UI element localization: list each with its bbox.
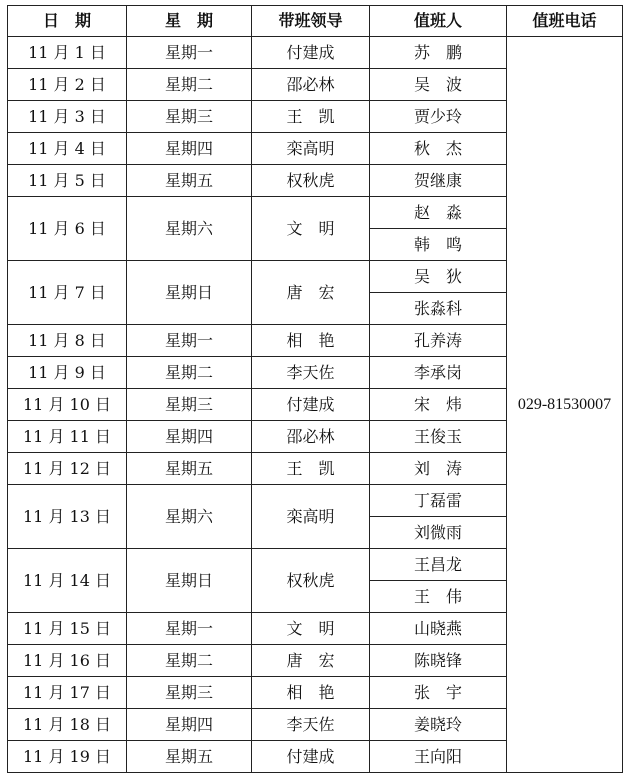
date-cell: 11 月 19 日 xyxy=(8,741,127,773)
staff-cell: 山晓燕 xyxy=(370,613,507,645)
staff-cell: 王向阳 xyxy=(370,741,507,773)
header-date: 日 期 xyxy=(8,6,127,37)
staff-cell: 孔养涛 xyxy=(370,325,507,357)
header-leader: 带班领导 xyxy=(252,6,370,37)
leader-cell: 栾高明 xyxy=(252,133,370,165)
weekday-cell: 星期五 xyxy=(127,165,252,197)
leader-cell: 相 艳 xyxy=(252,677,370,709)
leader-cell: 王 凯 xyxy=(252,453,370,485)
header-phone: 值班电话 xyxy=(507,6,623,37)
phone-cell: 029-81530007 xyxy=(507,37,623,773)
staff-cell: 贾少玲 xyxy=(370,101,507,133)
header-row xyxy=(8,6,623,37)
weekday-cell: 星期五 xyxy=(127,741,252,773)
weekday-cell: 星期六 xyxy=(127,197,252,261)
leader-cell: 文 明 xyxy=(252,197,370,261)
staff-cell: 王 伟 xyxy=(370,581,507,613)
date-cell: 11 月 18 日 xyxy=(8,709,127,741)
weekday-cell: 星期一 xyxy=(127,37,252,69)
weekday-cell: 星期二 xyxy=(127,69,252,101)
leader-cell: 唐 宏 xyxy=(252,645,370,677)
date-cell: 11 月 1 日 xyxy=(8,37,127,69)
staff-cell: 苏 鹏 xyxy=(370,37,507,69)
date-cell: 11 月 3 日 xyxy=(8,101,127,133)
weekday-cell: 星期四 xyxy=(127,709,252,741)
date-cell: 11 月 12 日 xyxy=(8,453,127,485)
leader-cell: 相 艳 xyxy=(252,325,370,357)
date-cell: 11 月 13 日 xyxy=(8,485,127,549)
date-cell: 11 月 6 日 xyxy=(8,197,127,261)
leader-cell: 付建成 xyxy=(252,389,370,421)
staff-cell: 宋 炜 xyxy=(370,389,507,421)
date-cell: 11 月 17 日 xyxy=(8,677,127,709)
date-cell: 11 月 2 日 xyxy=(8,69,127,101)
schedule-body xyxy=(8,37,623,773)
weekday-cell: 星期六 xyxy=(127,485,252,549)
staff-cell: 王昌龙 xyxy=(370,549,507,581)
staff-cell: 陈晓锋 xyxy=(370,645,507,677)
leader-cell: 付建成 xyxy=(252,37,370,69)
leader-cell: 栾高明 xyxy=(252,485,370,549)
staff-cell: 王俊玉 xyxy=(370,421,507,453)
staff-cell: 刘 涛 xyxy=(370,453,507,485)
leader-cell: 邵必林 xyxy=(252,421,370,453)
weekday-cell: 星期一 xyxy=(127,613,252,645)
staff-cell: 吴 狄 xyxy=(370,261,507,293)
leader-cell: 邵必林 xyxy=(252,69,370,101)
weekday-cell: 星期三 xyxy=(127,677,252,709)
leader-cell: 权秋虎 xyxy=(252,165,370,197)
weekday-cell: 星期三 xyxy=(127,101,252,133)
weekday-cell: 星期三 xyxy=(127,389,252,421)
leader-cell: 李天佐 xyxy=(252,357,370,389)
staff-cell: 姜晓玲 xyxy=(370,709,507,741)
date-cell: 11 月 16 日 xyxy=(8,645,127,677)
staff-cell: 韩 鸣 xyxy=(370,229,507,261)
weekday-cell: 星期五 xyxy=(127,453,252,485)
date-cell: 11 月 4 日 xyxy=(8,133,127,165)
staff-cell: 丁磊雷 xyxy=(370,485,507,517)
duty-schedule-table xyxy=(7,5,623,773)
date-cell: 11 月 8 日 xyxy=(8,325,127,357)
leader-cell: 王 凯 xyxy=(252,101,370,133)
staff-cell: 赵 淼 xyxy=(370,197,507,229)
staff-cell: 李承岗 xyxy=(370,357,507,389)
staff-cell: 吴 波 xyxy=(370,69,507,101)
staff-cell: 秋 杰 xyxy=(370,133,507,165)
leader-cell: 权秋虎 xyxy=(252,549,370,613)
leader-cell: 付建成 xyxy=(252,741,370,773)
leader-cell: 文 明 xyxy=(252,613,370,645)
leader-cell: 唐 宏 xyxy=(252,261,370,325)
staff-cell: 刘微雨 xyxy=(370,517,507,549)
date-cell: 11 月 15 日 xyxy=(8,613,127,645)
weekday-cell: 星期日 xyxy=(127,549,252,613)
weekday-cell: 星期二 xyxy=(127,357,252,389)
weekday-cell: 星期日 xyxy=(127,261,252,325)
header-staff: 值班人 xyxy=(370,6,507,37)
weekday-cell: 星期四 xyxy=(127,421,252,453)
weekday-cell: 星期四 xyxy=(127,133,252,165)
date-cell: 11 月 5 日 xyxy=(8,165,127,197)
staff-cell: 张淼科 xyxy=(370,293,507,325)
table-row xyxy=(8,37,623,69)
date-cell: 11 月 14 日 xyxy=(8,549,127,613)
staff-cell: 贺继康 xyxy=(370,165,507,197)
leader-cell: 李天佐 xyxy=(252,709,370,741)
date-cell: 11 月 11 日 xyxy=(8,421,127,453)
header-weekday: 星 期 xyxy=(127,6,252,37)
date-cell: 11 月 7 日 xyxy=(8,261,127,325)
weekday-cell: 星期一 xyxy=(127,325,252,357)
date-cell: 11 月 10 日 xyxy=(8,389,127,421)
date-cell: 11 月 9 日 xyxy=(8,357,127,389)
staff-cell: 张 宇 xyxy=(370,677,507,709)
weekday-cell: 星期二 xyxy=(127,645,252,677)
